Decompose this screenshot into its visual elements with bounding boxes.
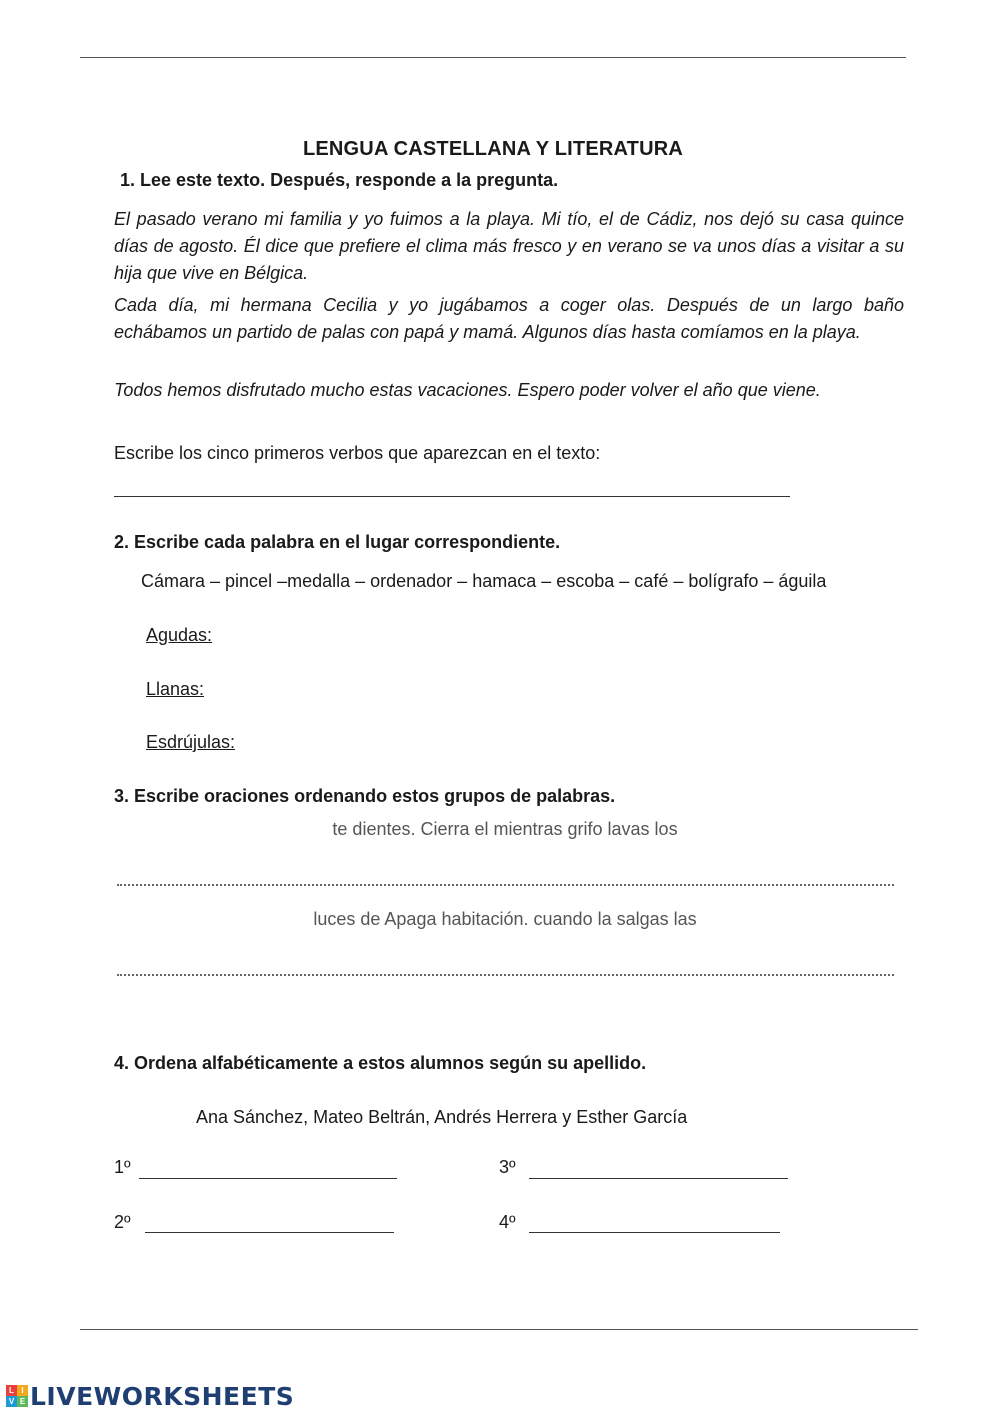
q3-heading: 3. Escribe oraciones ordenando estos grupos de palabras. [114,786,616,806]
q4-heading: 4. Ordena alfabéticamente a estos alumnos según su apellido. [114,1053,647,1073]
logo-mark-cell: V [6,1396,17,1407]
slot-answer-3[interactable] [529,1178,788,1179]
top-rule [80,57,906,58]
slot-answer-1[interactable] [139,1178,397,1179]
logo-text: LIVEWORKSHEETS [30,1381,295,1411]
q3-word-group-1: te dientes. Cierra el mientras grifo lavas los [332,819,678,839]
logo-mark-cell: L [6,1385,17,1396]
bottom-rule [80,1329,918,1330]
slot-answer-4[interactable] [529,1232,780,1233]
q1-paragraph-3: Todos hemos disfrutado mucho estas vacaciones. Espero poder volver el año que viene. [114,380,821,400]
slot-label-1: 1º [114,1157,131,1177]
logo-mark-cell: E [17,1396,28,1407]
q1-paragraph-2: Cada día, mi hermana Cecilia y yo jugábamos a coger olas. Después de un largo baño echábamos un partido de palas con papá y mamá. Algunos días hasta comíamos en la playa. [114,295,904,342]
category-llanas: Llanas: [146,679,205,699]
q4-names: Ana Sánchez, Mateo Beltrán, Andrés Herrera y Esther García [196,1107,688,1127]
logo-mark-cell: I [17,1385,28,1396]
slot-label-2: 2º [114,1212,131,1232]
q1-prompt: Escribe los cinco primeros verbos que aparezcan en el texto: [114,443,601,463]
slot-label-4: 4º [499,1212,516,1232]
slot-answer-2[interactable] [145,1232,394,1233]
category-agudas: Agudas: [146,625,213,645]
q1-paragraph-1: El pasado verano mi familia y yo fuimos a la playa. Mi tío, el de Cádiz, nos dejó su casa quince días de agosto. Él dice que prefiere el clima más fresco y en verano se va unos días a visitar a su hija que vive en Bélgica. [114,209,904,283]
category-esdrujulas: Esdrújulas: [146,732,236,752]
q3-answer-line-1[interactable] [117,884,894,886]
q1-heading: 1. Lee este texto. Después, responde a la pregunta. [120,170,559,190]
q2-word-list: Cámara – pincel –medalla – ordenador – hamaca – escoba – café – bolígrafo – águila [141,571,827,591]
page-title: LENGUA CASTELLANA Y LITERATURA [302,138,684,160]
q3-answer-line-2[interactable] [117,974,894,976]
liveworksheets-logo [6,1382,294,1410]
slot-label-3: 3º [499,1157,516,1177]
q2-heading: 2. Escribe cada palabra en el lugar correspondiente. [114,532,561,552]
q1-answer-line[interactable] [114,496,790,497]
q3-word-group-2: luces de Apaga habitación. cuando la salgas las [313,909,697,929]
logo-mark-icon [6,1385,28,1407]
